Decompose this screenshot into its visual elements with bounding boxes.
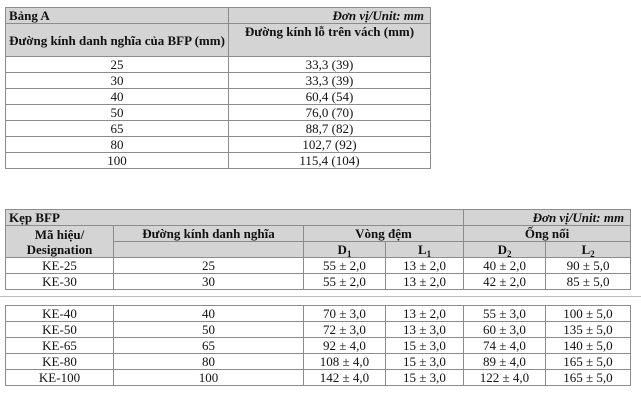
table-a-title: Bảng A [6,8,229,24]
washer-d1-cell: 72 ± 3,0 [304,322,386,338]
l1-main: L [417,242,427,257]
table-a-row [6,153,431,169]
l2-sub: 2 [590,249,595,259]
table-b-title-row [6,210,631,226]
pipe-l2-cell: 100 ± 5,0 [546,306,631,322]
hole-diameter-cell: 102,7 (92) [229,137,431,153]
pipe-l2-cell: 85 ± 5,0 [546,274,631,290]
d1-main: D [337,242,347,257]
washer-l1-cell: 13 ± 2,0 [386,274,464,290]
d1-sub: 1 [346,249,352,259]
table-b-body-top [6,258,631,290]
nominal-diameter-cell: 50 [114,322,304,338]
washer-d1-cell: 92 ± 4,0 [304,338,386,354]
washer-l1-cell: 15 ± 3,0 [386,370,464,386]
table-b-group-row [6,226,631,242]
nominal-diameter-cell: 80 [114,354,304,370]
hole-diameter-cell: 33,3 (39) [229,73,431,89]
nominal-diameter-cell: 50 [6,105,229,121]
table-b-unit: Đơn vị/Unit: mm [464,210,631,226]
table-b-group-washer: Vòng đệm [304,226,464,242]
hole-diameter-cell: 60,4 (54) [229,89,431,105]
table-b-row [6,274,631,290]
table-b-continued [5,305,631,386]
table-a-row [6,89,431,105]
washer-d1-cell: 142 ± 4,0 [304,370,386,386]
table-b-l2-header [546,242,631,258]
washer-l1-cell: 13 ± 2,0 [386,306,464,322]
table-b-body-bottom [6,306,631,386]
nominal-diameter-cell: 65 [6,121,229,137]
table-a-row [6,137,431,153]
table-a-col-hole-header: Đường kính lỗ trên vách (mm) [229,24,431,57]
pipe-l2-cell: 135 ± 5,0 [546,322,631,338]
washer-d1-cell: 70 ± 3,0 [304,306,386,322]
pipe-l2-cell: 140 ± 5,0 [546,338,631,354]
washer-l1-cell: 15 ± 3,0 [386,338,464,354]
table-b-l1-header [386,242,464,258]
page-break-divider [0,296,641,297]
table-b-group-pipe: Ống nối [464,226,631,242]
table-a [5,7,431,169]
table-b-row [6,258,631,274]
nominal-diameter-cell: 65 [114,338,304,354]
washer-l1-cell: 13 ± 2,0 [386,258,464,274]
table-a-row [6,73,431,89]
designation-cell: KE-25 [6,258,114,274]
designation-cell: KE-30 [6,274,114,290]
table-a-title-row [6,8,431,24]
washer-d1-cell: 55 ± 2,0 [304,274,386,290]
table-b-nominal-subheader [114,242,304,258]
nominal-diameter-cell: 100 [6,153,229,169]
pipe-d2-cell: 89 ± 4,0 [464,354,546,370]
pipe-d2-cell: 60 ± 3,0 [464,322,546,338]
table-b-row [6,306,631,322]
washer-d1-cell: 55 ± 2,0 [304,258,386,274]
designation-cell: KE-65 [6,338,114,354]
washer-d1-cell: 108 ± 4,0 [304,354,386,370]
table-b-row [6,354,631,370]
hole-diameter-cell: 88,7 (82) [229,121,431,137]
table-a-row [6,105,431,121]
table-b-d1-header [304,242,386,258]
l2-main: L [581,242,591,257]
table-a-unit: Đơn vị/Unit: mm [229,8,431,24]
designation-cell: KE-100 [6,370,114,386]
table-a-header-row [6,24,431,57]
pipe-d2-cell: 40 ± 2,0 [464,258,546,274]
l1-sub: 1 [426,249,432,259]
table-b-row [6,338,631,354]
table-b-col-code-line2: Designation [26,241,93,257]
washer-l1-cell: 13 ± 3,0 [386,322,464,338]
table-b-title: Kẹp BFP [6,210,464,226]
nominal-diameter-cell: 100 [114,370,304,386]
table-b-d2-header [464,242,546,258]
d2-main: D [497,242,507,257]
pipe-d2-cell: 42 ± 2,0 [464,274,546,290]
pipe-d2-cell: 74 ± 4,0 [464,338,546,354]
pipe-l2-cell: 165 ± 5,0 [546,354,631,370]
table-a-col-nominal-header: Đường kính danh nghĩa của BFP (mm) [6,24,229,57]
nominal-diameter-cell: 40 [114,306,304,322]
nominal-diameter-cell: 30 [114,274,304,290]
table-a-row [6,57,431,73]
hole-diameter-cell: 33,3 (39) [229,57,431,73]
pipe-d2-cell: 122 ± 4,0 [464,370,546,386]
designation-cell: KE-40 [6,306,114,322]
table-b-col-code-header [6,226,114,258]
nominal-diameter-cell: 25 [114,258,304,274]
hole-diameter-cell: 76,0 (70) [229,105,431,121]
nominal-diameter-cell: 25 [6,57,229,73]
designation-cell: KE-50 [6,322,114,338]
designation-cell: KE-80 [6,354,114,370]
table-a-row [6,121,431,137]
nominal-diameter-cell: 30 [6,73,229,89]
table-b-row [6,322,631,338]
table-b [5,209,631,290]
nominal-diameter-cell: 40 [6,89,229,105]
pipe-l2-cell: 165 ± 5,0 [546,370,631,386]
d2-sub: 2 [506,249,512,259]
nominal-diameter-cell: 80 [6,137,229,153]
table-b-row [6,370,631,386]
table-b-col-nominal-header: Đường kính danh nghĩa [114,226,304,242]
table-a-body [6,57,431,169]
pipe-l2-cell: 90 ± 5,0 [546,258,631,274]
washer-l1-cell: 15 ± 3,0 [386,354,464,370]
pipe-d2-cell: 55 ± 3,0 [464,306,546,322]
table-b-col-code-line1: Mã hiệu/ [34,226,85,242]
hole-diameter-cell: 115,4 (104) [229,153,431,169]
